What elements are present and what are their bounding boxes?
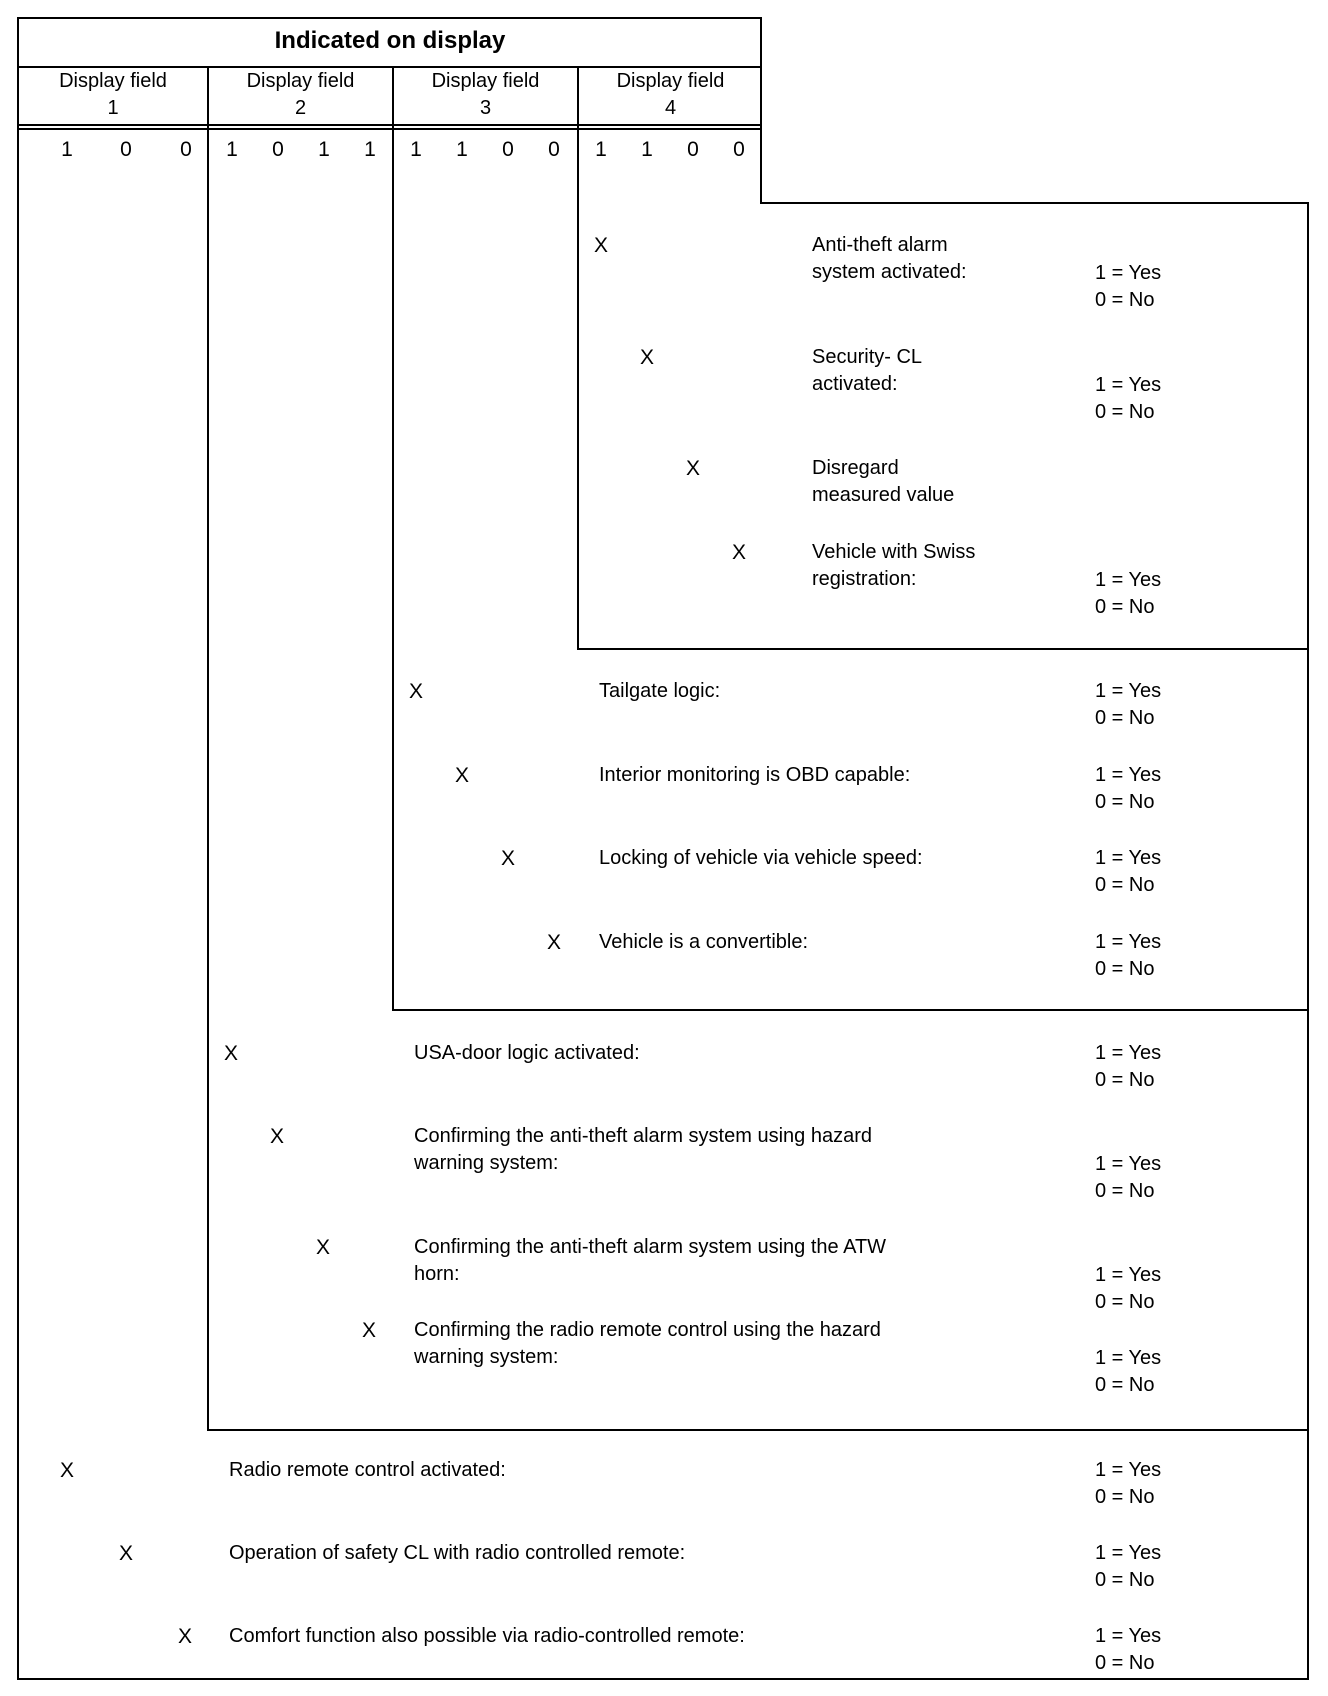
no-value: 0 = No [1095,596,1155,618]
field2-row-label: USA-door logic activated: [414,1042,640,1064]
x-marker: X [408,680,423,703]
yes-value: 1 = Yes [1095,847,1162,869]
field2-row-label: Confirming the anti-theft alarm system using the ATW horn: [414,1236,887,1285]
x-marker: X [639,346,654,369]
yes-no-values [1095,1623,1161,1677]
yes-no-values [1095,845,1161,899]
yes-value: 1 = Yes [1095,1542,1162,1564]
x-marker: X [59,1459,74,1482]
yes-value: 1 = Yes [1095,1625,1162,1647]
no-value: 0 = No [1095,1652,1155,1674]
yes-no-values [1095,567,1161,621]
field-number: 3 [479,97,492,119]
rule [17,124,762,126]
no-value: 0 = No [1095,1291,1155,1313]
field1-row-label: Radio remote control activated: [229,1459,506,1481]
rule [17,17,19,1680]
x-marker: X [269,1125,284,1148]
yes-value: 1 = Yes [1095,931,1162,953]
rule [207,1429,1309,1431]
x-marker: X [731,541,746,564]
no-value: 0 = No [1095,1069,1155,1091]
field-number: 2 [294,97,307,119]
yes-no-values [1095,260,1161,314]
yes-no-values [1095,762,1161,816]
field1-row-label: Operation of safety CL with radio controlled remote: [229,1542,686,1564]
rule [392,66,394,1011]
x-marker: X [118,1542,133,1565]
rule [577,66,579,650]
no-value: 0 = No [1095,707,1155,729]
yes-no-values [1095,1262,1161,1316]
x-marker: X [315,1236,330,1259]
field-3-digit: 1 [456,138,468,161]
field-4-digit: 0 [733,138,745,161]
yes-value: 1 = Yes [1095,1264,1162,1286]
no-value: 0 = No [1095,791,1155,813]
field-2-digit: 1 [226,138,238,161]
no-value: 0 = No [1095,1180,1155,1202]
field-label: Display field [59,70,167,92]
display-field-3-header [394,68,577,122]
rule [760,202,1309,204]
yes-no-values [1095,1151,1161,1205]
yes-value: 1 = Yes [1095,1042,1162,1064]
no-value: 0 = No [1095,1569,1155,1591]
field-3-digit: 1 [410,138,422,161]
display-field-1-header [19,68,207,122]
table-title: Indicated on display [274,27,506,54]
yes-value: 1 = Yes [1095,1459,1162,1481]
no-value: 0 = No [1095,958,1155,980]
field-1-digit: 0 [120,138,132,161]
field2-row-label: Confirming the anti-theft alarm system using hazard warning system: [414,1125,872,1174]
no-value: 0 = No [1095,874,1155,896]
field3-row-label: Tailgate logic: [599,680,721,702]
field4-row-label: Security- CL activated: [812,346,923,395]
yes-value: 1 = Yes [1095,764,1162,786]
yes-no-values [1095,1345,1161,1399]
rule [577,648,1309,650]
field3-row-label: Locking of vehicle via vehicle speed: [599,847,923,869]
field-3-digit: 0 [548,138,560,161]
x-marker: X [685,457,700,480]
no-value: 0 = No [1095,289,1155,311]
field-label: Display field [616,70,725,92]
rule [17,128,762,130]
no-value: 0 = No [1095,401,1155,423]
rule [207,66,209,1431]
yes-value: 1 = Yes [1095,374,1162,396]
rule [392,1009,1309,1011]
field4-row-label: Anti-theft alarm system activated: [812,234,967,283]
yes-value: 1 = Yes [1095,1153,1162,1175]
x-marker: X [177,1625,192,1648]
field1-row-label: Comfort function also possible via radio-controlled remote: [229,1625,745,1647]
x-marker: X [361,1319,376,1342]
x-marker: X [454,764,469,787]
x-marker: X [546,931,561,954]
field-2-digit: 1 [364,138,376,161]
x-marker: X [223,1042,238,1065]
field3-row-label: Interior monitoring is OBD capable: [599,764,911,786]
field-label: Display field [431,70,540,92]
x-marker: X [500,847,515,870]
no-value: 0 = No [1095,1374,1155,1396]
rule [17,17,762,19]
field-4-digit: 1 [641,138,653,161]
field-number: 1 [107,97,119,119]
field-label: Display field [246,70,355,92]
field3-row-label: Vehicle is a convertible: [599,931,809,953]
yes-value: 1 = Yes [1095,680,1162,702]
field-1-digit: 0 [180,138,192,161]
field-2-digit: 1 [318,138,330,161]
field-2-digit: 0 [272,138,284,161]
field-number: 4 [664,97,677,119]
field4-row-label: Disregard measured value [812,457,955,506]
yes-no-values [1095,678,1161,732]
display-field-4-header [579,68,762,122]
field-1-digit: 1 [61,138,73,161]
field-3-digit: 0 [502,138,514,161]
yes-value: 1 = Yes [1095,569,1162,591]
x-marker: X [593,234,608,257]
field-4-digit: 0 [687,138,699,161]
no-value: 0 = No [1095,1486,1155,1508]
field-4-digit: 1 [595,138,607,161]
yes-value: 1 = Yes [1095,262,1162,284]
yes-no-values [1095,929,1161,983]
rule [1307,202,1309,1680]
rule [17,1678,1309,1680]
yes-no-values [1095,1457,1161,1511]
yes-no-values [1095,1540,1161,1594]
yes-value: 1 = Yes [1095,1347,1162,1369]
field2-row-label: Confirming the radio remote control using the hazard warning system: [414,1319,881,1368]
yes-no-values [1095,372,1161,426]
field4-row-label: Vehicle with Swiss registration: [812,541,976,590]
display-field-2-header [209,68,392,122]
yes-no-values [1095,1040,1161,1094]
